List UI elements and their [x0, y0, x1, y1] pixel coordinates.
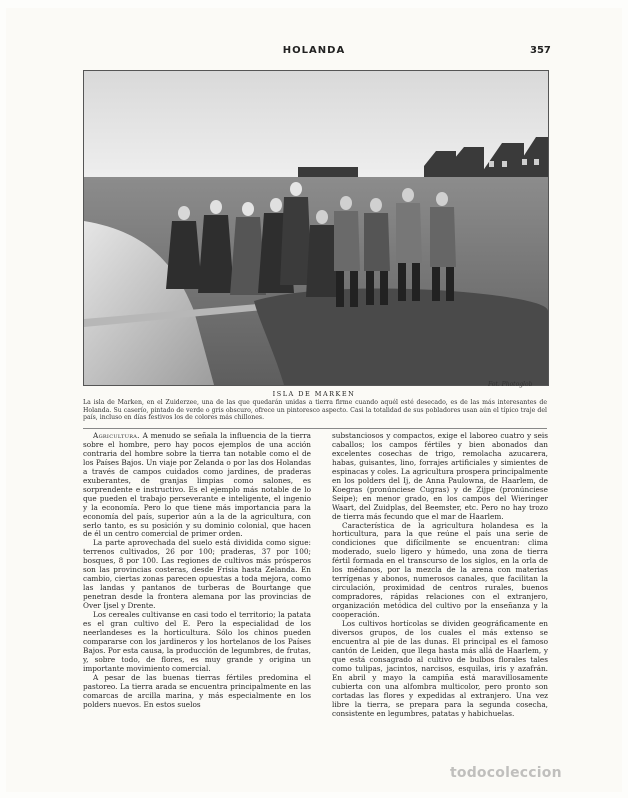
paragraph: Los cultivos hortícolas se dividen geográficamente en diversos grupos, de los cuales el más extenso se encuentra al pie de las dunas. El principal es el famoso cantón de Leiden, que llega hasta más allá de Haarlem, y que está consagrado al cultivo de bulbos florales tales como tulipas, jacintos, narcisos, esquilas, iris y azafrán. En abril y mayo la campiña está maravillosamente cubierta con una alfombra multicolor, pero pronto son cortadas las flores y expedidas al extranjero. Una vez libre la tierra, se prepara para la segunda cosecha, consistente en legumbres, patatas y habichuelas. [332, 619, 548, 718]
text-column-left [83, 432, 311, 710]
paragraph: substanciosos y compactos, exige el laboreo cuatro y seis caballos; los campos fértiles y bien abonados dan excelentes cosechas de trigo, remolacha azucarera, habas, guisantes, lino, forrajes artificiales y simientes de espinacas y coles. La agricultura prospera principalmente en los polders del Ij, de Anna Paulowna, de Haarlem, de Koegras (pronúnciese Cugras) y de Zijpe (pronúnciese Seipe); en menor grado, en los campos del Wieringer Waart, del Zuidplas, del Beemster, etc. Pero no hay trozo de tierra más fecundo que el mar de Haarlem. [332, 431, 548, 521]
watermark: todocoleccion [450, 765, 562, 781]
photograph-isla-de-marken [83, 70, 549, 386]
paragraph [83, 432, 311, 539]
photo-credit: Fot. Photoglob [488, 381, 533, 388]
caption-title: ISLA DE MARKEN [272, 390, 356, 398]
running-head-title: HOLANDA [282, 45, 346, 56]
caption-divider [83, 428, 547, 429]
section-lead: Agricultura. [93, 431, 140, 440]
paragraph: A pesar de las buenas tierras fértiles predomina el pastoreo. La tierra arada se encuentra principalmente en las comarcas de arcilla marina, y más especialmente en los polders nuevos. En estos suelos [83, 672, 311, 709]
paragraph: Los cereales cultivanse en casi todo el territorio; la patata es el gran cultivo del E. Pero la especialidad de los neerlandeses es la horticultura. Sólo los chinos pueden compararse con los jardineros y los hortelanos de los Países Bajos. Por esta causa, la producción de legumbres, de frutas, y, sobre todo, de flores, es muy grande y origina un importante movimiento comercial. [83, 610, 311, 673]
grass-mound [254, 288, 548, 385]
caption-text: La isla de Marken, en el Zuiderzee, una de las que quedarán unidas a tierra firme cuando aquél esté desecado, es de las más interesantes de Holanda. Su caserío, pintado de verde o gris obscuro, ofrece un pintoresco aspecto. Casi la totalidad de sus pobladores usan aún el típico traje del país, incluso en días festivos los de colores más chillones. [83, 399, 547, 422]
page-number: 357 [530, 45, 551, 56]
text-column-right [332, 432, 548, 719]
paragraph: Característica de la agricultura holandesa es la horticultura, para la que reúne el país una serie de condiciones que difícilmente se encuentran: clima moderado, suelo ligero y húmedo, una zona de tierra fértil formada en el transcurso de los siglos, en la orla de los médanos, por la mezcla de la arena con materias terrígenas y abonos, numerosos canales, que facilitan la circulación, proximidad de centros rurales, buenos compradores, rápidas relaciones con el extranjero, organización metódica del cultivo por la enseñanza y la cooperación. [332, 520, 548, 620]
paragraph: La parte aprovechada del suelo está dividida como sigue: terrenos cultivados, 26 por 100; praderas, 37 por 100; bosques, 8 por 100. Las regiones de cultivos más prósperos son las provincias costeras, desde Frisia hasta Zelanda. En cambio, ciertas zonas parecen opuestas a toda mejora, como las landas y pantanos de turberas de Bourtange que penetran desde la frontera alemana por las provincias de Over Ijsel y Drente. [83, 538, 311, 611]
paragraph-text: A menudo se señala la influencia de la tierra sobre el hombre, pero hay pocos ejemplos de una acción contraria del hombre sobre la tierra tan notable como el de los Países Bajos. Un viaje por Zelanda o por las dos Holandas a través de campos cuidados como jardines, de praderas exuberantes, de granjas limpias como salones, es sorprendente e instructivo. Es el ejemplo más notable de lo que pueden el trabajo perseverante e inteligente, el ingenio y la economía. Pero lo que tiene más importancia para la economía del país, superior aún a la de la agricultura, con serlo tanto, es su posición y su dominio colonial, que hacen de él un centro comercial de primer orden. [83, 431, 311, 539]
photo-illustration [84, 71, 548, 385]
